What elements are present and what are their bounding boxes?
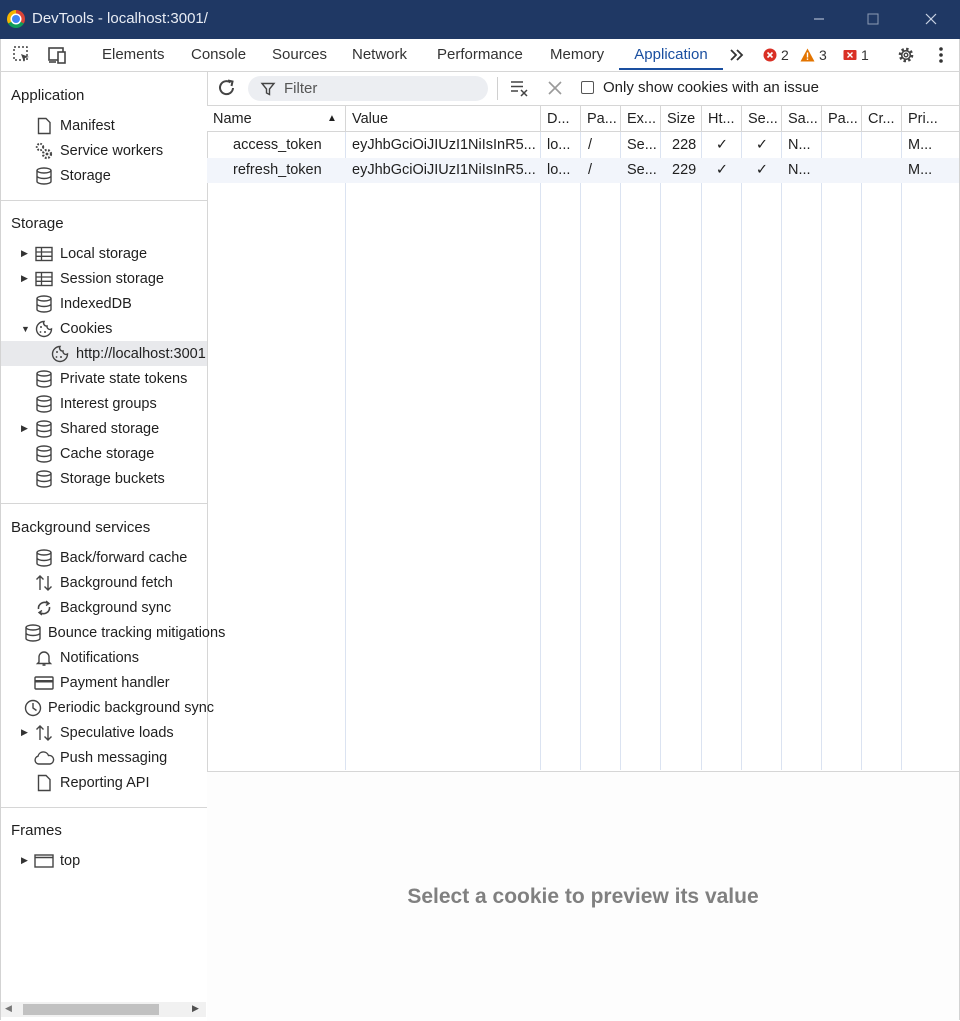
sidebar-item-label: http://localhost:3001 (76, 345, 206, 362)
inspect-element-button[interactable] (10, 43, 34, 67)
col-header-cross-site[interactable]: Cr... (862, 106, 902, 132)
expand-triangle-icon[interactable]: ▶ (21, 273, 28, 283)
cell-samesite: N... (788, 137, 811, 153)
sort-ascending-icon: ▲ (327, 113, 337, 124)
device-toolbar-button[interactable] (45, 43, 69, 67)
sidebar-item-label: Shared storage (60, 420, 160, 437)
only-issues-checkbox[interactable] (581, 81, 594, 94)
arrows-updown-icon (34, 573, 54, 593)
cookie-icon (34, 319, 54, 339)
chrome-logo-icon (7, 10, 25, 28)
toolbar-divider (497, 77, 498, 100)
cloud-icon (34, 748, 54, 768)
sidebar-item-frame-top[interactable] (1, 848, 207, 873)
tab-elements[interactable]: Elements (102, 46, 165, 63)
cell-name: refresh_token (233, 162, 322, 178)
more-options-button[interactable] (929, 43, 953, 67)
issues-count: 1 (861, 47, 869, 63)
maximize-icon (867, 13, 879, 25)
settings-button[interactable] (894, 43, 918, 67)
devtools-tab-bar (0, 39, 960, 72)
cell-cross-site (862, 158, 902, 183)
scroll-right-icon[interactable]: ▶ (192, 1003, 199, 1013)
sidebar-item-label: top (60, 852, 81, 869)
cell-partition-key (822, 133, 862, 158)
section-heading-background-services: Background services (11, 519, 151, 536)
col-header-name[interactable] (207, 106, 346, 132)
column-divider (660, 132, 661, 770)
sidebar-item-label: Payment handler (60, 674, 170, 691)
filter-icon (261, 82, 275, 96)
sidebar-item-reporting-api[interactable] (1, 770, 207, 795)
file-icon (34, 116, 54, 136)
title-bar (0, 0, 960, 39)
window-title: DevTools - localhost:3001/ (32, 10, 208, 27)
sidebar-item-label: Push messaging (60, 749, 168, 766)
database-icon (34, 444, 54, 464)
chevron-double-right-icon (728, 47, 746, 63)
cell-priority: M... (908, 162, 933, 178)
error-icon (763, 48, 777, 62)
database-icon (34, 394, 54, 414)
col-header-secure[interactable]: Se... (742, 106, 782, 132)
warning-icon (800, 48, 815, 62)
column-divider (781, 132, 782, 770)
database-icon (34, 548, 54, 568)
sidebar-item-cookies[interactable] (1, 316, 207, 341)
column-divider (620, 132, 621, 770)
sidebar-item-service-workers[interactable] (1, 138, 207, 163)
sidebar-item-bounce-tracking[interactable] (1, 620, 226, 645)
gear-icon (896, 45, 916, 65)
cell-path: / (588, 162, 593, 178)
expand-triangle-icon[interactable]: ▶ (21, 423, 28, 433)
refresh-icon (217, 78, 237, 98)
tab-application[interactable]: Application (619, 39, 723, 70)
table-row[interactable] (207, 158, 959, 183)
col-header-path[interactable]: Pa... (581, 106, 621, 132)
clear-filtered-icon (509, 78, 531, 98)
file-icon (34, 773, 54, 793)
column-divider (580, 132, 581, 770)
sidebar-item-payment-handler[interactable] (1, 670, 207, 695)
sidebar-item-background-fetch[interactable] (1, 570, 207, 595)
sidebar-divider (1, 503, 207, 504)
sync-icon (34, 598, 54, 618)
section-heading-application: Application (11, 87, 85, 104)
tab-memory[interactable]: Memory (550, 46, 605, 63)
cookies-table (207, 106, 959, 770)
cell-value: eyJhbGciOiJIUzI1NiIsInR5... (352, 162, 536, 178)
only-issues-label[interactable]: Only show cookies with an issue (603, 79, 819, 96)
gears-icon (34, 141, 54, 161)
sidebar-horizontal-scrollbar[interactable] (1, 1002, 206, 1017)
sidebar-divider (1, 807, 207, 808)
column-divider (345, 132, 346, 770)
column-divider (741, 132, 742, 770)
cell-httponly-checkmark: ✓ (715, 137, 729, 153)
sidebar-item-label: Back/forward cache (60, 549, 188, 566)
cell-expires: Se... (627, 162, 657, 178)
expand-triangle-icon[interactable]: ▶ (21, 727, 28, 737)
sidebar-item-notifications[interactable] (1, 645, 207, 670)
cell-path: / (588, 137, 593, 153)
col-header-samesite[interactable]: Sa... (782, 106, 822, 132)
minimize-button[interactable] (804, 8, 834, 30)
card-icon (34, 673, 54, 693)
cell-size: 228 (672, 137, 697, 153)
section-heading-storage: Storage (11, 215, 64, 232)
cell-name: access_token (233, 137, 322, 153)
column-divider (540, 132, 541, 770)
cell-expires: Se... (627, 137, 657, 153)
sidebar-item-private-state-tokens[interactable] (1, 366, 207, 391)
close-button[interactable] (916, 8, 946, 30)
filter-input[interactable] (248, 76, 488, 101)
cookie-icon (50, 344, 70, 364)
sidebar-item-label: Background sync (60, 599, 172, 616)
sidebar-item-label: IndexedDB (60, 295, 132, 312)
device-icon (46, 45, 68, 65)
cell-size: 229 (672, 162, 697, 178)
error-count: 2 (781, 47, 789, 63)
table-icon (34, 269, 54, 289)
sidebar-item-label: Cache storage (60, 445, 155, 462)
sidebar-item-background-sync[interactable] (1, 595, 207, 620)
arrows-updown-icon (34, 723, 54, 743)
sidebar-item-label: Service workers (60, 142, 164, 159)
cell-samesite: N... (788, 162, 811, 178)
col-header-priority[interactable]: Pri... (902, 106, 959, 132)
sidebar-item-label: Interest groups (60, 395, 157, 412)
sidebar-item-label: Notifications (60, 649, 139, 666)
sidebar-item-periodic-background-sync[interactable] (1, 695, 215, 720)
sidebar-item-label: Storage buckets (60, 470, 165, 487)
clock-icon (24, 698, 42, 718)
kebab-menu-icon (938, 46, 944, 64)
column-divider (861, 132, 862, 770)
close-icon (547, 80, 563, 96)
minimize-icon (813, 13, 825, 25)
sidebar-item-storage[interactable] (1, 163, 207, 188)
table-row[interactable] (207, 133, 959, 158)
issue-icon (843, 49, 857, 62)
warning-count: 3 (819, 47, 827, 63)
sidebar-divider (1, 200, 207, 201)
sidebar-item-cookies-localhost[interactable] (1, 341, 207, 366)
sidebar-item-storage-buckets[interactable] (1, 466, 207, 491)
sidebar-item-label: Bounce tracking mitigations (48, 624, 226, 641)
cookies-toolbar (207, 72, 959, 106)
sidebar-item-label: Local storage (60, 245, 148, 262)
sidebar-item-label: Cookies (60, 320, 113, 337)
sidebar-item-label: Private state tokens (60, 370, 188, 387)
application-sidebar (0, 72, 226, 1020)
database-icon (34, 469, 54, 489)
database-icon (24, 623, 42, 643)
inspect-icon (12, 45, 32, 65)
collapse-triangle-icon[interactable]: ▼ (21, 323, 30, 334)
cell-domain: lo... (547, 137, 571, 153)
sidebar-item-label: Speculative loads (60, 724, 174, 741)
sidebar-item-interest-groups[interactable] (1, 391, 207, 416)
sidebar-item-manifest[interactable] (1, 113, 207, 138)
maximize-button[interactable] (858, 8, 888, 30)
expand-triangle-icon[interactable]: ▶ (21, 248, 28, 258)
col-header-domain[interactable]: D... (541, 106, 581, 132)
tab-network[interactable]: Network (352, 46, 408, 63)
cookie-preview-pane (207, 771, 959, 1021)
cell-priority: M... (908, 137, 933, 153)
sidebar-item-push-messaging[interactable] (1, 745, 207, 770)
col-header-httponly[interactable]: Ht... (702, 106, 742, 132)
sidebar-item-session-storage[interactable] (1, 266, 207, 291)
col-header-expires[interactable]: Ex... (621, 106, 661, 132)
filter-placeholder: Filter (284, 80, 318, 97)
sidebar-item-label: Session storage (60, 270, 164, 287)
error-count-badge[interactable] (763, 47, 789, 63)
cell-secure-checkmark: ✓ (755, 162, 769, 178)
refresh-button[interactable] (217, 78, 237, 101)
sidebar-item-indexeddb[interactable] (1, 291, 207, 316)
column-divider (821, 132, 822, 770)
column-divider (901, 132, 902, 770)
sidebar-item-local-storage[interactable] (1, 241, 207, 266)
expand-triangle-icon[interactable]: ▶ (21, 855, 28, 865)
col-header-size[interactable]: Size (661, 106, 702, 132)
table-icon (34, 244, 54, 264)
sidebar-item-label: Reporting API (60, 774, 150, 791)
tab-sources[interactable]: Sources (272, 46, 328, 63)
database-icon (34, 166, 54, 186)
bell-icon (34, 648, 54, 668)
preview-placeholder-message: Select a cookie to preview its value (407, 885, 759, 908)
col-header-label: Name (213, 111, 252, 127)
section-heading-frames: Frames (11, 822, 62, 839)
issues-count-badge[interactable] (843, 47, 869, 63)
warning-count-badge[interactable] (800, 47, 827, 63)
sidebar-item-label: Periodic background sync (48, 699, 215, 716)
sidebar-item-label: Storage (60, 167, 111, 184)
sidebar-item-speculative-loads[interactable] (1, 720, 207, 745)
tab-console[interactable]: Console (191, 46, 247, 63)
database-icon (34, 419, 54, 439)
database-icon (34, 369, 54, 389)
scrollbar-thumb[interactable] (23, 1004, 159, 1015)
cookies-panel (207, 72, 960, 1020)
sidebar-item-back-forward-cache[interactable] (1, 545, 207, 570)
frame-icon (34, 851, 54, 871)
delete-selected-button[interactable] (547, 80, 563, 99)
cell-cross-site (862, 133, 902, 158)
scroll-left-icon[interactable]: ◀ (5, 1003, 12, 1013)
tab-performance[interactable]: Performance (437, 46, 523, 63)
sidebar-item-label: Manifest (60, 117, 115, 134)
close-icon (925, 13, 937, 25)
more-tabs-button[interactable] (725, 43, 749, 67)
col-header-value[interactable]: Value (346, 106, 541, 132)
cell-httponly-checkmark: ✓ (715, 162, 729, 178)
cell-domain: lo... (547, 162, 571, 178)
clear-all-cookies-button[interactable] (509, 78, 531, 101)
sidebar-item-shared-storage[interactable] (1, 416, 207, 441)
col-header-partition-key[interactable]: Pa... (822, 106, 862, 132)
sidebar-item-cache-storage[interactable] (1, 441, 207, 466)
cell-secure-checkmark: ✓ (755, 137, 769, 153)
column-divider (701, 132, 702, 770)
cell-partition-key (822, 158, 862, 183)
sidebar-item-label: Background fetch (60, 574, 173, 591)
cell-value: eyJhbGciOiJIUzI1NiIsInR5... (352, 137, 536, 153)
database-icon (34, 294, 54, 314)
